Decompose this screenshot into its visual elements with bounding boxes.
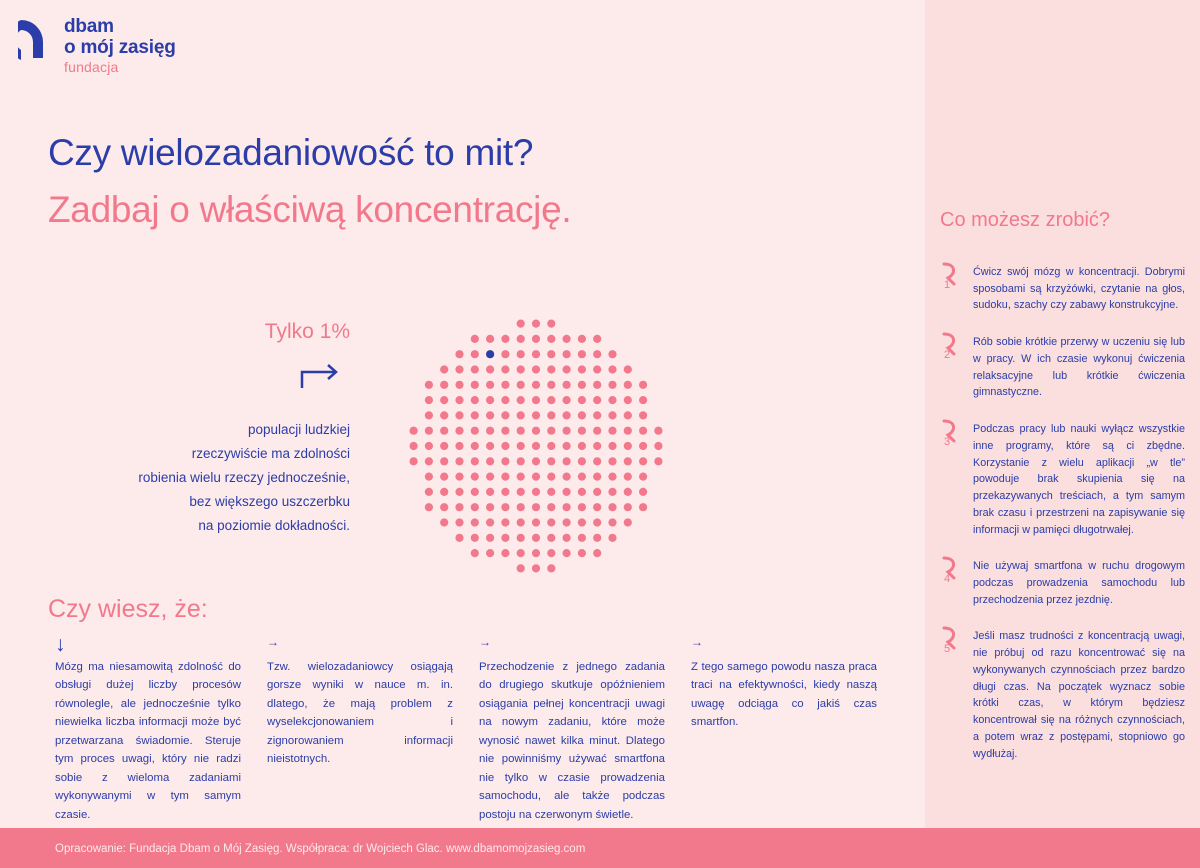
tips-list — [935, 262, 1185, 780]
tip-text: Podczas pracy lub nauki wyłącz wszystkie inne programy, które są ci zbędne. Korzystanie z wielu aplikacji „w tle” powoduje brak skupienia się na przekazywanych treściach, a tym samym brak czasu i przestrzeni na zapisywanie się informacji w pamięci długotrwałej. — [973, 423, 1185, 536]
page-subtitle: Zadbaj o właściwą koncentrację. — [48, 189, 572, 230]
arrow-down-icon: ↓ — [55, 633, 66, 656]
arrow-right-icon: → — [691, 635, 703, 649]
stat-line: robienia wielu rzeczy jednocześnie, — [138, 470, 350, 486]
tip-text: Jeśli masz trudności z koncentracją uwagi, nie próbuj od razu koncentrować się na wykonywanych czynnościach przez bardzo długi czas. Na początek wyznacz sobie krótki czas, w którym będziesz koncentrował się na różnych czynnościach, a potem wraz z postępami, stopniowo go wydłużaj. — [973, 630, 1185, 760]
tip-text: Rób sobie krótkie przerwy w uczeniu się lub w pracy. W ich czasie wykonuj ćwiczenia relaksacyjne lub krótkie ćwiczenia gimnastyczne. — [973, 336, 1185, 399]
tip-text: Ćwicz swój mózg w koncentracji. Dobrymi sposobami są krzyżówki, czytanie na głos, sudoku, szachy czy zabawy konstrukcyjne. — [973, 266, 1185, 312]
dot-grid-circle — [400, 310, 672, 582]
arrow-right-icon: → — [479, 635, 491, 649]
tip-text: Nie używaj smartfona w ruchu drogowym podczas prowadzenia samochodu lub przechodzenia przez jezdnię. — [973, 560, 1185, 606]
stat-line: populacji ludzkiej — [247, 422, 350, 437]
know-column — [267, 635, 479, 824]
know-column-text: Przechodzenie z jednego zadania do drugiego skutkuje opóźnieniem osiągania pełnej koncentracji uwagi na nowym zadaniu, które może wynosić nawet kilka minut. Dlatego nie powinniśmy używać smartfona nie tylko w czasie prowadzenia samochodu, ale także podczas postoju na czerwonym świetle. — [479, 661, 665, 821]
brand-wordmark — [64, 12, 176, 75]
arrow-turn-right-icon — [300, 362, 350, 394]
tip-item — [935, 332, 1185, 401]
tip-item — [935, 419, 1185, 538]
tip-item — [935, 556, 1185, 608]
tip-number-badge — [935, 332, 973, 366]
brand-line-3: fundacja — [64, 58, 119, 75]
know-columns — [55, 635, 905, 824]
footer-credit: Opracowanie: Fundacja Dbam o Mój Zasięg. Współpraca: dr Wojciech Glac. www.dbamomojzasieg.com — [55, 843, 586, 855]
know-column-text: Tzw. wielozadaniowcy osiągają gorsze wyniki w nauce m. in. dlatego, że mają problem z wyselekcjonowaniem i zignorowaniem informacji nieistotnych. — [267, 661, 453, 766]
tip-number-badge — [935, 419, 973, 453]
tip-number: 5 — [944, 643, 951, 656]
tip-number: 2 — [944, 349, 951, 362]
brand-line-2: o mój zasięg — [64, 37, 176, 59]
stat-line: na poziomie dokładności. — [198, 518, 350, 534]
tip-number: 3 — [944, 436, 951, 449]
know-column-text: Z tego samego powodu nasza praca traci na efektywności, kiedy naszą uwagę odciąga co jakiś czas smartfon. — [691, 661, 877, 729]
know-column — [55, 658, 267, 824]
know-column — [479, 635, 691, 824]
brand-logo — [18, 12, 176, 75]
tip-number-badge — [935, 626, 973, 660]
tip-number-badge — [935, 556, 973, 590]
know-column — [691, 635, 903, 824]
know-column-text: Mózg ma niesamowitą zdolność do obsługi dużej liczby procesów równolegle, ale jednocześnie tylko niewielka liczba informacji może być przetwarzana świadomie. Steruje tym proces uwagi, który nie radzi sobie z wieloma zadaniami wykonywanymi w tym samym czasie. — [55, 661, 241, 821]
arc-logo-icon — [18, 16, 54, 62]
tip-number: 4 — [944, 573, 951, 586]
stat-line: rzeczywiście ma zdolności — [191, 446, 350, 462]
tip-item — [935, 262, 1185, 314]
tip-number: 1 — [944, 279, 951, 291]
tips-heading: Co możesz zrobić? — [940, 209, 1111, 231]
tip-item — [935, 626, 1185, 762]
know-heading: Czy wiesz, że: — [48, 595, 208, 623]
stat-percent: Tylko 1% — [264, 320, 350, 343]
arrow-right-icon: → — [267, 635, 279, 649]
stat-line: bez większego uszczerbku — [189, 494, 350, 510]
stat-description — [60, 418, 350, 538]
brand-line-1: dbam — [64, 16, 114, 37]
page-title: Czy wielozadaniowość to mit? — [48, 132, 534, 173]
tip-number-badge — [935, 262, 973, 296]
